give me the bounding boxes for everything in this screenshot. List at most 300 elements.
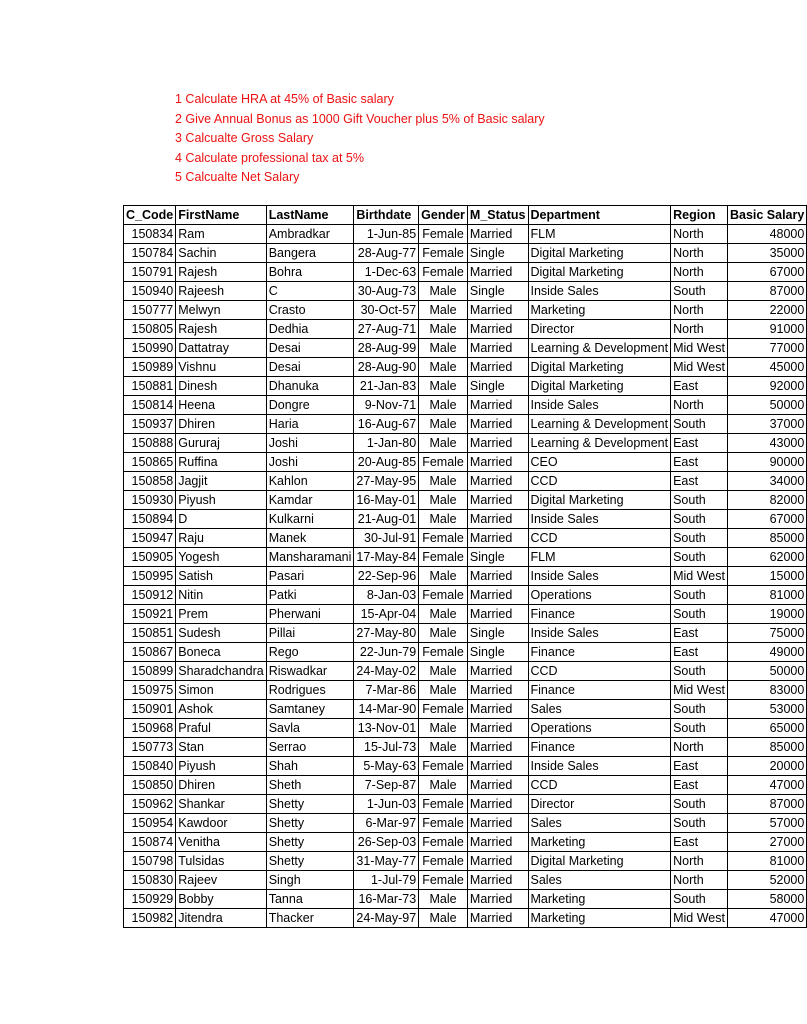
table-cell[interactable]: Inside Sales [528,757,671,776]
table-cell[interactable]: North [671,263,728,282]
table-cell[interactable]: 81000 [727,586,806,605]
table-cell[interactable]: Learning & Development [528,434,671,453]
table-cell[interactable]: Married [467,662,528,681]
table-cell[interactable]: 7-Sep-87 [354,776,419,795]
table-cell[interactable]: Male [419,624,468,643]
table-cell[interactable]: 49000 [727,643,806,662]
table-cell[interactable]: Sachin [176,244,266,263]
table-cell[interactable]: Female [419,700,468,719]
table-cell[interactable]: South [671,700,728,719]
table-cell[interactable]: Female [419,225,468,244]
table-cell[interactable]: Joshi [266,434,354,453]
table-cell[interactable]: Kamdar [266,491,354,510]
table-cell[interactable]: South [671,795,728,814]
table-cell[interactable]: 57000 [727,814,806,833]
table-cell[interactable]: Mid West [671,909,728,928]
table-cell[interactable]: Married [467,871,528,890]
table-cell[interactable]: 150851 [124,624,176,643]
table-cell[interactable]: 20000 [727,757,806,776]
table-cell[interactable]: Digital Marketing [528,358,671,377]
table-cell[interactable]: 1-Jul-79 [354,871,419,890]
table-cell[interactable]: Boneca [176,643,266,662]
table-cell[interactable]: 17-May-84 [354,548,419,567]
table-cell[interactable]: Married [467,757,528,776]
table-cell[interactable]: Joshi [266,453,354,472]
table-cell[interactable]: Desai [266,339,354,358]
table-cell[interactable]: Male [419,890,468,909]
table-cell[interactable]: 62000 [727,548,806,567]
table-cell[interactable]: Inside Sales [528,567,671,586]
table-cell[interactable]: 50000 [727,662,806,681]
table-cell[interactable]: 75000 [727,624,806,643]
table-cell[interactable]: Single [467,377,528,396]
table-cell[interactable]: 15-Apr-04 [354,605,419,624]
table-cell[interactable]: 20-Aug-85 [354,453,419,472]
table-cell[interactable]: Marketing [528,909,671,928]
table-cell[interactable]: 150894 [124,510,176,529]
table-cell[interactable]: Married [467,909,528,928]
table-cell[interactable]: Married [467,339,528,358]
table-cell[interactable]: Married [467,567,528,586]
table-cell[interactable]: Tulsidas [176,852,266,871]
table-cell[interactable]: Female [419,871,468,890]
table-cell[interactable]: East [671,643,728,662]
table-cell[interactable]: Bobby [176,890,266,909]
table-cell[interactable]: Bohra [266,263,354,282]
table-cell[interactable]: Dinesh [176,377,266,396]
table-cell[interactable]: 150912 [124,586,176,605]
table-cell[interactable]: Married [467,453,528,472]
table-cell[interactable]: Female [419,548,468,567]
table-cell[interactable]: Married [467,225,528,244]
table-cell[interactable]: Married [467,415,528,434]
table-cell[interactable]: Married [467,681,528,700]
table-cell[interactable]: Kahlon [266,472,354,491]
table-cell[interactable]: North [671,301,728,320]
table-cell[interactable]: 1-Dec-63 [354,263,419,282]
table-cell[interactable]: East [671,472,728,491]
table-cell[interactable]: 1-Jun-03 [354,795,419,814]
table-cell[interactable]: Sheth [266,776,354,795]
table-cell[interactable]: Sales [528,871,671,890]
table-cell[interactable]: South [671,890,728,909]
table-cell[interactable]: Learning & Development [528,339,671,358]
table-cell[interactable]: 150798 [124,852,176,871]
table-cell[interactable]: Marketing [528,833,671,852]
table-cell[interactable]: Female [419,586,468,605]
header-cell[interactable]: Department [528,206,671,225]
table-cell[interactable]: Married [467,776,528,795]
table-cell[interactable]: 150840 [124,757,176,776]
table-cell[interactable]: Sudesh [176,624,266,643]
table-cell[interactable]: Director [528,795,671,814]
table-cell[interactable]: Desai [266,358,354,377]
table-cell[interactable]: FLM [528,225,671,244]
table-cell[interactable]: 9-Nov-71 [354,396,419,415]
table-cell[interactable]: 150937 [124,415,176,434]
table-cell[interactable]: Dhiren [176,415,266,434]
table-cell[interactable]: Male [419,320,468,339]
table-cell[interactable]: Female [419,244,468,263]
table-cell[interactable]: 15-Jul-73 [354,738,419,757]
table-cell[interactable]: East [671,757,728,776]
table-cell[interactable]: 150921 [124,605,176,624]
table-cell[interactable]: Married [467,472,528,491]
table-cell[interactable]: Savla [266,719,354,738]
table-cell[interactable]: Jitendra [176,909,266,928]
table-cell[interactable]: Married [467,890,528,909]
table-cell[interactable]: 150954 [124,814,176,833]
table-cell[interactable]: Female [419,852,468,871]
table-cell[interactable]: 150930 [124,491,176,510]
table-cell[interactable]: Female [419,757,468,776]
table-cell[interactable]: 87000 [727,282,806,301]
table-cell[interactable]: 52000 [727,871,806,890]
table-cell[interactable]: Female [419,795,468,814]
table-cell[interactable]: Digital Marketing [528,852,671,871]
table-cell[interactable]: Tanna [266,890,354,909]
table-cell[interactable]: 30-Jul-91 [354,529,419,548]
table-cell[interactable]: East [671,434,728,453]
table-cell[interactable]: 150874 [124,833,176,852]
table-cell[interactable]: 45000 [727,358,806,377]
table-cell[interactable]: 150773 [124,738,176,757]
table-cell[interactable]: East [671,833,728,852]
table-cell[interactable]: 150814 [124,396,176,415]
table-cell[interactable]: Single [467,624,528,643]
table-cell[interactable]: Digital Marketing [528,491,671,510]
table-cell[interactable]: Simon [176,681,266,700]
table-cell[interactable]: Singh [266,871,354,890]
table-cell[interactable]: 150830 [124,871,176,890]
table-cell[interactable]: 67000 [727,510,806,529]
table-cell[interactable]: 82000 [727,491,806,510]
table-cell[interactable]: Operations [528,586,671,605]
table-cell[interactable]: South [671,586,728,605]
table-cell[interactable]: 150888 [124,434,176,453]
table-cell[interactable]: 150777 [124,301,176,320]
table-cell[interactable]: Married [467,833,528,852]
table-cell[interactable]: Male [419,301,468,320]
table-cell[interactable]: Mid West [671,567,728,586]
table-cell[interactable]: 43000 [727,434,806,453]
header-cell[interactable]: Birthdate [354,206,419,225]
table-cell[interactable]: Bangera [266,244,354,263]
table-cell[interactable]: Ruffina [176,453,266,472]
table-cell[interactable]: Dongre [266,396,354,415]
table-cell[interactable]: Crasto [266,301,354,320]
header-cell[interactable]: C_Code [124,206,176,225]
table-cell[interactable]: 28-Aug-99 [354,339,419,358]
table-cell[interactable]: South [671,282,728,301]
table-cell[interactable]: Male [419,377,468,396]
table-cell[interactable]: Female [419,814,468,833]
table-cell[interactable]: Married [467,852,528,871]
table-cell[interactable]: Male [419,434,468,453]
table-cell[interactable]: Male [419,719,468,738]
table-cell[interactable]: Single [467,548,528,567]
table-cell[interactable]: Male [419,472,468,491]
table-cell[interactable]: Learning & Development [528,415,671,434]
table-cell[interactable]: Marketing [528,890,671,909]
table-cell[interactable]: Married [467,358,528,377]
table-cell[interactable]: 13-Nov-01 [354,719,419,738]
table-cell[interactable]: 47000 [727,909,806,928]
table-cell[interactable]: 21-Aug-01 [354,510,419,529]
table-cell[interactable]: Female [419,453,468,472]
table-cell[interactable]: Inside Sales [528,282,671,301]
table-cell[interactable]: CCD [528,662,671,681]
table-cell[interactable]: Shetty [266,814,354,833]
table-cell[interactable]: 150968 [124,719,176,738]
table-cell[interactable]: Male [419,396,468,415]
table-cell[interactable]: Male [419,282,468,301]
table-cell[interactable]: 5-May-63 [354,757,419,776]
table-cell[interactable]: Finance [528,681,671,700]
table-cell[interactable]: Married [467,605,528,624]
table-cell[interactable]: Jagjit [176,472,266,491]
table-cell[interactable]: Melwyn [176,301,266,320]
table-cell[interactable]: Stan [176,738,266,757]
table-cell[interactable]: North [671,738,728,757]
table-cell[interactable]: 77000 [727,339,806,358]
table-cell[interactable]: 22000 [727,301,806,320]
table-cell[interactable]: 7-Mar-86 [354,681,419,700]
table-cell[interactable]: Married [467,814,528,833]
table-cell[interactable]: 27-Aug-71 [354,320,419,339]
table-cell[interactable]: Male [419,415,468,434]
table-cell[interactable]: 150865 [124,453,176,472]
table-cell[interactable]: Male [419,567,468,586]
table-cell[interactable]: Pherwani [266,605,354,624]
table-cell[interactable]: 87000 [727,795,806,814]
table-cell[interactable]: 1-Jun-85 [354,225,419,244]
table-cell[interactable]: 150962 [124,795,176,814]
table-cell[interactable]: 150905 [124,548,176,567]
table-cell[interactable]: Marketing [528,301,671,320]
table-cell[interactable]: Single [467,244,528,263]
table-cell[interactable]: Male [419,681,468,700]
table-cell[interactable]: Married [467,263,528,282]
table-cell[interactable]: 22-Sep-96 [354,567,419,586]
table-cell[interactable]: Male [419,738,468,757]
table-cell[interactable]: 150834 [124,225,176,244]
table-cell[interactable]: 28-Aug-77 [354,244,419,263]
table-cell[interactable]: Digital Marketing [528,377,671,396]
table-cell[interactable]: 31-May-77 [354,852,419,871]
table-cell[interactable]: 85000 [727,529,806,548]
table-cell[interactable]: 83000 [727,681,806,700]
table-cell[interactable]: Samtaney [266,700,354,719]
table-cell[interactable]: Mid West [671,681,728,700]
table-cell[interactable]: Dhiren [176,776,266,795]
table-cell[interactable]: Female [419,833,468,852]
table-cell[interactable]: Ambradkar [266,225,354,244]
table-cell[interactable]: 16-Aug-67 [354,415,419,434]
table-cell[interactable]: North [671,396,728,415]
table-cell[interactable]: Venitha [176,833,266,852]
table-cell[interactable]: North [671,852,728,871]
table-cell[interactable]: Digital Marketing [528,263,671,282]
table-cell[interactable]: C [266,282,354,301]
table-cell[interactable]: 27000 [727,833,806,852]
table-cell[interactable]: Manek [266,529,354,548]
table-cell[interactable]: 24-May-02 [354,662,419,681]
table-cell[interactable]: 21-Jan-83 [354,377,419,396]
table-cell[interactable]: Male [419,491,468,510]
table-cell[interactable]: East [671,377,728,396]
table-cell[interactable]: Ram [176,225,266,244]
table-cell[interactable]: South [671,491,728,510]
table-cell[interactable]: Dhanuka [266,377,354,396]
table-cell[interactable]: Rodrigues [266,681,354,700]
table-cell[interactable]: Shetty [266,852,354,871]
table-cell[interactable]: Kulkarni [266,510,354,529]
table-cell[interactable]: Rajeesh [176,282,266,301]
table-cell[interactable]: 150982 [124,909,176,928]
header-cell[interactable]: M_Status [467,206,528,225]
table-cell[interactable]: 30-Aug-73 [354,282,419,301]
table-cell[interactable]: Married [467,396,528,415]
table-cell[interactable]: Married [467,320,528,339]
table-cell[interactable]: Dedhia [266,320,354,339]
table-cell[interactable]: 30-Oct-57 [354,301,419,320]
table-cell[interactable]: North [671,320,728,339]
table-cell[interactable]: Dattatray [176,339,266,358]
table-cell[interactable]: Piyush [176,757,266,776]
table-cell[interactable]: 47000 [727,776,806,795]
table-cell[interactable]: Nitin [176,586,266,605]
table-cell[interactable]: South [671,548,728,567]
table-cell[interactable]: Married [467,700,528,719]
table-cell[interactable]: CEO [528,453,671,472]
table-cell[interactable]: 6-Mar-97 [354,814,419,833]
table-cell[interactable]: Vishnu [176,358,266,377]
table-cell[interactable]: 150899 [124,662,176,681]
table-cell[interactable]: Pasari [266,567,354,586]
table-cell[interactable]: 150805 [124,320,176,339]
table-cell[interactable]: Male [419,662,468,681]
table-cell[interactable]: 150881 [124,377,176,396]
table-cell[interactable]: Shah [266,757,354,776]
table-cell[interactable]: Sales [528,814,671,833]
table-cell[interactable]: Finance [528,643,671,662]
table-cell[interactable]: Married [467,719,528,738]
table-cell[interactable]: Finance [528,738,671,757]
table-cell[interactable]: Inside Sales [528,396,671,415]
table-cell[interactable]: Heena [176,396,266,415]
table-cell[interactable]: Rajeev [176,871,266,890]
table-cell[interactable]: Rajesh [176,263,266,282]
table-cell[interactable]: 22-Jun-79 [354,643,419,662]
table-cell[interactable]: Inside Sales [528,624,671,643]
table-cell[interactable]: 16-Mar-73 [354,890,419,909]
table-cell[interactable]: 35000 [727,244,806,263]
table-cell[interactable]: South [671,605,728,624]
table-cell[interactable]: 34000 [727,472,806,491]
table-cell[interactable]: Pillai [266,624,354,643]
table-cell[interactable]: South [671,719,728,738]
table-cell[interactable]: Mansharamani [266,548,354,567]
table-cell[interactable]: Prem [176,605,266,624]
table-cell[interactable]: 85000 [727,738,806,757]
table-cell[interactable]: 91000 [727,320,806,339]
table-cell[interactable]: 150901 [124,700,176,719]
table-cell[interactable]: Sharadchandra [176,662,266,681]
table-cell[interactable]: 150858 [124,472,176,491]
table-cell[interactable]: Shetty [266,795,354,814]
table-cell[interactable]: South [671,415,728,434]
table-cell[interactable]: CCD [528,776,671,795]
table-cell[interactable]: Married [467,510,528,529]
table-cell[interactable]: 150975 [124,681,176,700]
table-cell[interactable]: Male [419,776,468,795]
table-cell[interactable]: Piyush [176,491,266,510]
table-cell[interactable]: Satish [176,567,266,586]
table-cell[interactable]: Sales [528,700,671,719]
table-cell[interactable]: Male [419,909,468,928]
table-cell[interactable]: 14-Mar-90 [354,700,419,719]
table-cell[interactable]: East [671,776,728,795]
table-cell[interactable]: 19000 [727,605,806,624]
header-cell[interactable]: Basic Salary [727,206,806,225]
table-cell[interactable]: North [671,225,728,244]
table-cell[interactable]: 24-May-97 [354,909,419,928]
table-cell[interactable]: Mid West [671,339,728,358]
table-cell[interactable]: South [671,529,728,548]
header-cell[interactable]: FirstName [176,206,266,225]
table-cell[interactable]: 90000 [727,453,806,472]
table-cell[interactable]: Digital Marketing [528,244,671,263]
table-cell[interactable]: East [671,453,728,472]
table-cell[interactable]: 27-May-80 [354,624,419,643]
table-cell[interactable]: Female [419,263,468,282]
table-cell[interactable]: Married [467,529,528,548]
table-cell[interactable]: Inside Sales [528,510,671,529]
header-cell[interactable]: LastName [266,206,354,225]
table-cell[interactable]: Rajesh [176,320,266,339]
table-cell[interactable]: Shetty [266,833,354,852]
table-cell[interactable]: CCD [528,472,671,491]
table-cell[interactable]: 48000 [727,225,806,244]
table-cell[interactable]: 150947 [124,529,176,548]
table-cell[interactable]: South [671,510,728,529]
table-cell[interactable]: 27-May-95 [354,472,419,491]
table-cell[interactable]: 150867 [124,643,176,662]
table-cell[interactable]: Male [419,339,468,358]
table-cell[interactable]: Raju [176,529,266,548]
table-cell[interactable]: Female [419,529,468,548]
table-cell[interactable]: 1-Jan-80 [354,434,419,453]
table-cell[interactable]: Female [419,643,468,662]
table-cell[interactable]: FLM [528,548,671,567]
header-cell[interactable]: Region [671,206,728,225]
table-cell[interactable]: Rego [266,643,354,662]
table-cell[interactable]: 81000 [727,852,806,871]
table-cell[interactable]: Married [467,795,528,814]
table-cell[interactable]: 150989 [124,358,176,377]
table-cell[interactable]: 50000 [727,396,806,415]
table-cell[interactable]: 150990 [124,339,176,358]
table-cell[interactable]: Single [467,282,528,301]
table-cell[interactable]: Finance [528,605,671,624]
table-cell[interactable]: 16-May-01 [354,491,419,510]
table-cell[interactable]: 65000 [727,719,806,738]
table-cell[interactable]: Mid West [671,358,728,377]
table-cell[interactable]: 150850 [124,776,176,795]
table-cell[interactable]: Single [467,643,528,662]
table-cell[interactable]: Shankar [176,795,266,814]
